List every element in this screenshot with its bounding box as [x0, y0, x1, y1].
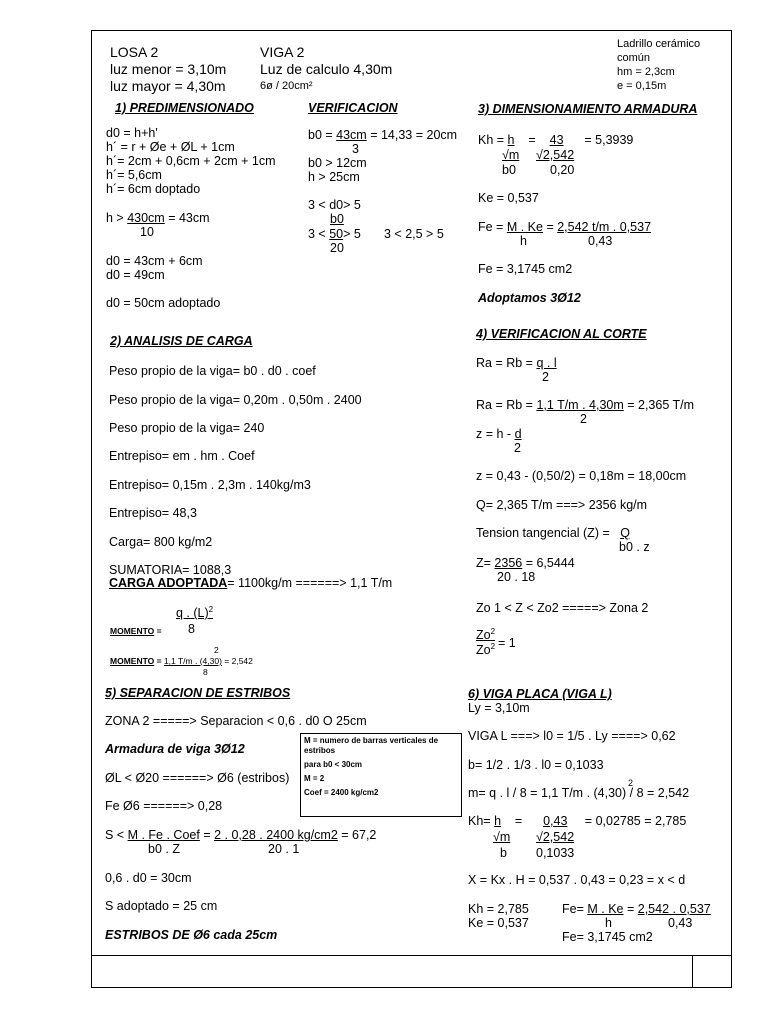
- s4-zona: Zo 1 < Z < Zo2 =====> Zona 2: [476, 601, 649, 615]
- s6-fe-den-043: 0,43: [668, 916, 693, 930]
- verif-ratio-2: 3 < 50> 5: [308, 227, 361, 241]
- e-value: e = 0,15m: [617, 80, 667, 92]
- s2-line: Peso propio de la viga= 240: [109, 421, 265, 435]
- viga-label: VIGA 2: [260, 44, 305, 60]
- s4-z-result: z = 0,43 - (0,50/2) = 0,18m = 18,00cm: [476, 469, 687, 483]
- s6-line: b= 1/2 . 1/3 . l0 = 0,1033: [468, 758, 604, 772]
- s5-line: 0,6 . d0 = 30cm: [105, 871, 192, 885]
- s3-fe-result: Fe = 3,1745 cm2: [478, 262, 573, 276]
- s4-zo-den: Zo$^2$: [476, 642, 496, 657]
- s3-adoptamos: Adoptamos 3Ø12: [478, 291, 581, 305]
- s1-line: d0 = 50cm adoptado: [106, 296, 221, 310]
- section-dimensionamiento-title: 3) DIMENSIONAMIENTO ARMADURA: [478, 102, 698, 116]
- s5-line: S adoptado = 25 cm: [105, 899, 218, 913]
- s5-line: ØL < Ø20 ======> Ø6 (estribos): [105, 771, 290, 785]
- carga-adoptada: CARGA ADOPTADA= 1100kg/m ======> 1,1 T/m: [109, 576, 393, 590]
- verif-b0-denominator: 3: [352, 142, 359, 156]
- s3-kh-sqrt-m: √m: [502, 148, 520, 162]
- verif-line: b0 > 12cm: [308, 156, 367, 170]
- luz-calculo: Luz de calculo 4,30m: [260, 61, 393, 77]
- hm-value: hm = 2,3cm: [617, 66, 675, 78]
- s2-line: Peso propio de la viga= b0 . d0 . coef: [109, 364, 316, 378]
- ladrillo-label: Ladrillo cerámico: [617, 38, 701, 50]
- s6-ly: Ly = 3,10m: [468, 701, 530, 715]
- momento2-denominator: 8: [203, 667, 208, 677]
- s1-line: h´ = r + Øe + ØL + 1cm: [106, 140, 235, 154]
- s6-line: VIGA L ===> l0 = 1/5 . Ly ====> 0,62: [468, 729, 676, 743]
- s4-z-formula: z = h - d: [476, 427, 522, 441]
- s5-estribos: ESTRIBOS DE Ø6 cada 25cm: [105, 928, 278, 942]
- s1-line: d0 = 43cm + 6cm: [106, 254, 203, 268]
- s4-tension: Tension tangencial (Z) = Q: [476, 526, 630, 540]
- s3-kh-020: 0,20: [550, 163, 575, 177]
- s6-kh-sqrt-m: √m: [493, 830, 511, 844]
- s2-line: Entrepiso= 0,15m . 2,3m . 140kg/m3: [109, 478, 311, 492]
- s3-fe-den-h: h: [520, 234, 527, 248]
- s2-line: Entrepiso= 48,3: [109, 506, 197, 520]
- section-analisis-carga-title: 2) ANALISIS DE CARGA: [110, 334, 253, 348]
- note-line: Coef = 2400 kg/cm2: [304, 788, 379, 797]
- s2-line: Peso propio de la viga= 0,20m . 0,50m . 2400: [109, 393, 362, 407]
- footer-cell-divider: [692, 955, 693, 988]
- footer-divider: [91, 955, 732, 956]
- section-verificacion-title: VERIFICACION: [308, 101, 398, 115]
- s6-line: m= q . l / 8 = 1,1 T/m . (4,30) / 8 = 2,542: [468, 786, 690, 800]
- note-line: para b0 < 30cm: [304, 760, 363, 769]
- s4-tension-den: b0 . z: [619, 540, 650, 554]
- momento-numerator: q . $(L)^2$: [176, 605, 214, 620]
- momento2-formula: MOMENTO = 1,1 T/m . (4,30) = 2,542: [110, 656, 253, 666]
- estribos-note-box: [300, 733, 462, 817]
- barras-spec: 6ø / 20cm²: [260, 80, 313, 92]
- s2-line: SUMATORIA= 1088,3: [109, 563, 232, 577]
- momento2-exponent: 2: [214, 645, 219, 655]
- section-predimensionado-title: 1) PREDIMENSIONADO: [115, 101, 254, 115]
- verif-line: h > 25cm: [308, 170, 360, 184]
- s4-ra-formula: Ra = Rb = q . l: [476, 356, 557, 370]
- s1-line: h´= 2cm + 0,6cm + 2cm + 1cm: [106, 154, 276, 168]
- s1-line: d0 = h+h': [106, 126, 158, 140]
- s6-x: X = Kx . H = 0,537 . 0,43 = 0,23 = x < d: [468, 873, 686, 887]
- s4-zo-num: Zo$^2$: [476, 627, 496, 642]
- verif-b0-formula: b0 = 43cm = 14,33 = 20cm: [308, 128, 458, 142]
- s3-fe-den-043: 0,43: [588, 234, 613, 248]
- s5-s-den1: b0 . Z: [148, 842, 180, 856]
- s5-armadura: Armadura de viga 3Ø12: [105, 742, 245, 756]
- s6-kh-formula: Kh= h = 0,43 = 0,02785 = 2,785: [468, 814, 687, 828]
- s6-kh-01033: 0,1033: [536, 846, 575, 860]
- s4-q: Q= 2,365 T/m ===> 2356 kg/m: [476, 498, 648, 512]
- s3-ke: Ke = 0,537: [478, 191, 539, 205]
- luz-mayor: luz mayor = 4,30m: [110, 78, 226, 94]
- s3-kh-sqrt: √2,542: [536, 148, 575, 162]
- s6-fe-formula: Fe= M . Ke = 2,542 . 0,537: [562, 902, 711, 916]
- section-verificacion-corte-title: 4) VERIFICACION AL CORTE: [476, 327, 647, 341]
- s6-kh2: Kh = 2,785: [468, 902, 529, 916]
- s1-h-formula: h > 430cm = 43cm: [106, 211, 210, 225]
- comun-label: común: [617, 52, 651, 64]
- s6-ke2: Ke = 0,537: [468, 916, 529, 930]
- s2-line: Entrepiso= em . hm . Coef: [109, 449, 255, 463]
- momento-denominator: 8: [188, 622, 195, 636]
- s4-ra2-formula: Ra = Rb = 1,1 T/m . 4,30m = 2,365 T/m: [476, 398, 695, 412]
- section-viga-placa-title: 6) VIGA PLACA (VIGA L): [468, 687, 612, 701]
- s2-line: Carga= 800 kg/m2: [109, 535, 213, 549]
- s4-ra2-den: 2: [580, 412, 587, 426]
- section-separacion-title: 5) SEPARACION DE ESTRIBOS: [105, 686, 291, 700]
- s1-line: h´= 6cm doptado: [106, 182, 201, 196]
- s1-line: d0 = 49cm: [106, 268, 165, 282]
- s6-kh-sqrt: √2,542: [536, 830, 575, 844]
- s6-fe-result: Fe= 3,1745 cm2: [562, 930, 653, 944]
- s5-line: Fe Ø6 ======> 0,28: [105, 799, 223, 813]
- s4-z2-formula: Z= 2356 = 6,5444: [476, 556, 575, 570]
- luz-menor: luz menor = 3,10m: [110, 61, 227, 77]
- s4-z2-den: 20 . 18: [497, 570, 536, 584]
- s6-m-exponent: 2: [628, 778, 634, 788]
- s3-kh-formula: Kh = h = 43 = 5,3939: [478, 133, 634, 147]
- s1-h-denominator: 10: [140, 225, 154, 239]
- s3-kh-b0: b0: [502, 163, 516, 177]
- momento-label: MOMENTO =: [110, 626, 162, 636]
- verif-ratio-3: 3 < 2,5 > 5: [384, 227, 444, 241]
- s3-fe-formula: Fe = M . Ke = 2,542 t/m . 0,537: [478, 220, 652, 234]
- s4-zo-post: = 1: [498, 636, 516, 650]
- verif-ratio: 3 < d0> 5: [308, 198, 361, 212]
- note-line: M = numero de barras verticales de estribos: [304, 736, 439, 755]
- s1-line: h´= 5,6cm: [106, 168, 162, 182]
- s4-ra-den: 2: [542, 370, 549, 384]
- note-line: M = 2: [304, 774, 325, 783]
- s4-z-den: 2: [514, 441, 521, 455]
- s6-kh-b: b: [500, 846, 507, 860]
- verif-ratio-denominator: b0: [330, 212, 344, 226]
- losa-label: LOSA 2: [110, 44, 159, 60]
- verif-ratio-2-denominator: 20: [330, 241, 344, 255]
- s6-fe-den-h: h: [605, 916, 612, 930]
- s5-s-formula: S < M . Fe . Coef = 2 . 0,28 . 2400 kg/cm2 = 67,2: [105, 828, 377, 842]
- s5-line: ZONA 2 =====> Separacion < 0,6 . d0 O 25cm: [105, 714, 367, 728]
- s5-s-den2: 20 . 1: [268, 842, 300, 856]
